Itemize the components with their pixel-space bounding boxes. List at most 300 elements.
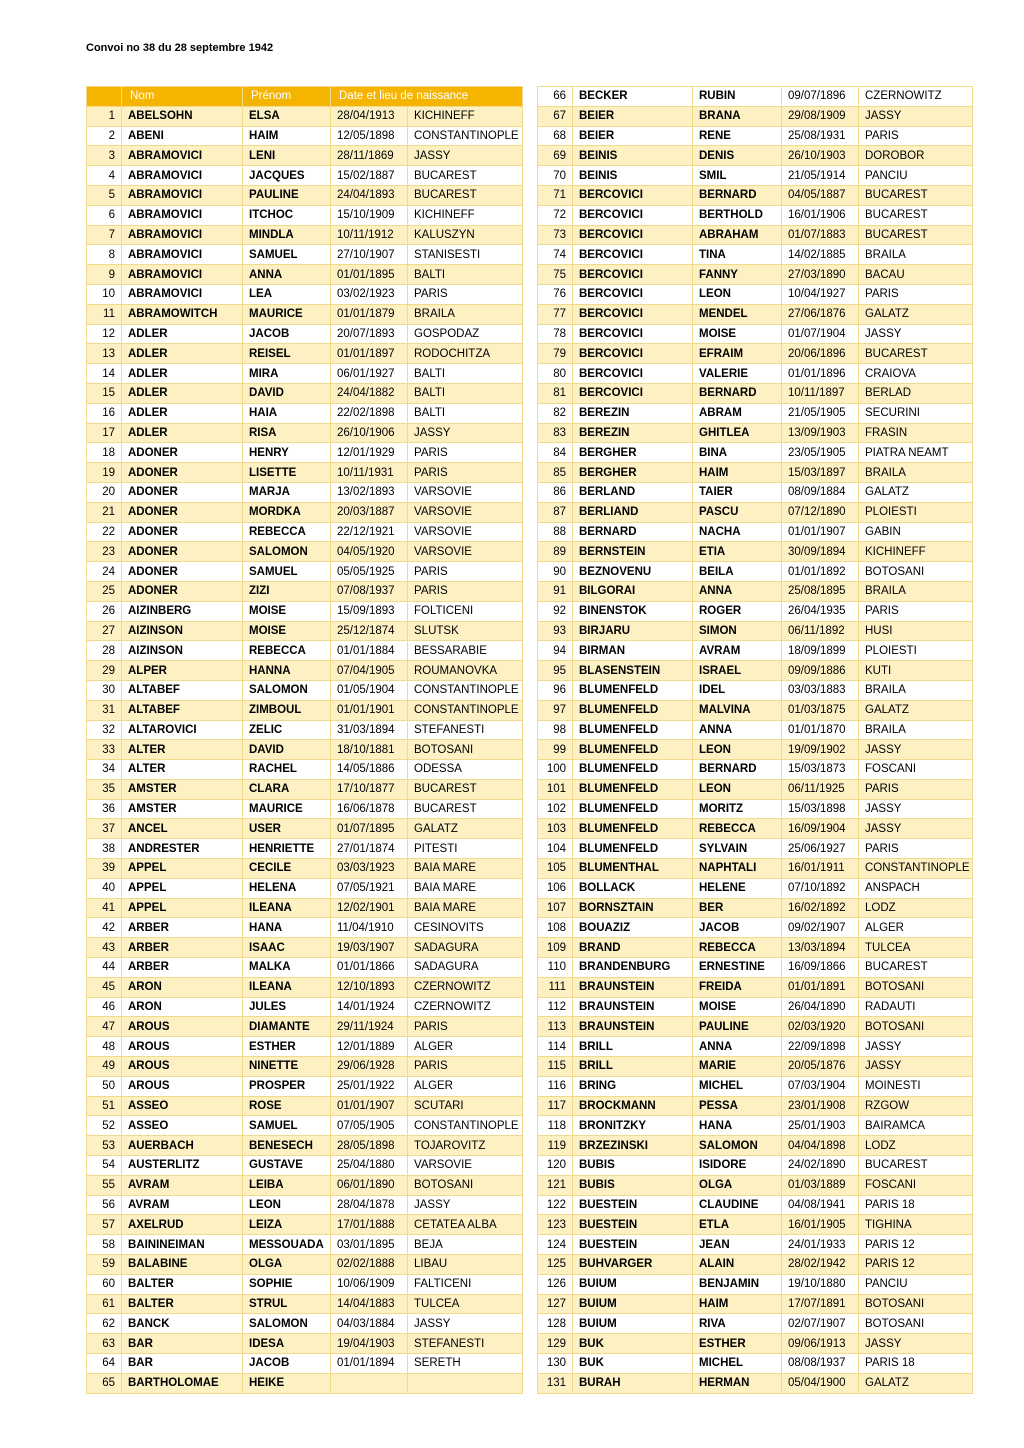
prenom-cell: MARIE xyxy=(693,1057,782,1077)
table-row xyxy=(538,601,973,621)
row-number: 24 xyxy=(87,562,122,582)
nom-cell: BERCOVICI xyxy=(573,284,693,304)
row-number: 84 xyxy=(538,443,573,463)
lieu-naissance-cell: FOSCANI xyxy=(859,1175,973,1195)
lieu-naissance-cell: ODESSA xyxy=(408,760,523,780)
prenom-cell: FANNY xyxy=(693,265,782,285)
date-naissance-cell: 20/06/1896 xyxy=(782,344,859,364)
nom-cell: ALTAROVICI xyxy=(122,720,243,740)
lieu-naissance-cell: GALATZ xyxy=(408,819,523,839)
nom-cell: BERCOVICI xyxy=(573,205,693,225)
lieu-naissance-cell: JASSY xyxy=(408,423,523,443)
date-naissance-cell: 25/08/1895 xyxy=(782,581,859,601)
row-number: 128 xyxy=(538,1314,573,1334)
lieu-naissance-cell: BALTI xyxy=(408,383,523,403)
table-row xyxy=(87,106,523,126)
lieu-naissance-cell: BUCAREST xyxy=(859,225,973,245)
lieu-naissance-cell: BUCAREST xyxy=(408,185,523,205)
prenom-cell: ISRAEL xyxy=(693,661,782,681)
nom-cell: BAININEIMAN xyxy=(122,1235,243,1255)
lieu-naissance-cell: GABIN xyxy=(859,522,973,542)
prenom-cell: DENIS xyxy=(693,146,782,166)
prenom-cell: MOISE xyxy=(693,997,782,1017)
date-naissance-cell: 04/03/1884 xyxy=(331,1314,408,1334)
prenom-cell: RUBIN xyxy=(693,87,782,107)
date-naissance-cell: 01/01/1895 xyxy=(331,265,408,285)
lieu-naissance-cell: PARIS 18 xyxy=(859,1354,973,1374)
row-number: 104 xyxy=(538,839,573,859)
lieu-naissance-cell: BACAU xyxy=(859,265,973,285)
prenom-cell: ANNA xyxy=(243,265,331,285)
prenom-cell: LISETTE xyxy=(243,463,331,483)
row-number: 120 xyxy=(538,1156,573,1176)
row-number: 76 xyxy=(538,284,573,304)
row-number: 32 xyxy=(87,720,122,740)
row-number: 88 xyxy=(538,522,573,542)
table-row xyxy=(87,1373,523,1393)
lieu-naissance-cell: BUCAREST xyxy=(859,344,973,364)
prenom-cell: AVRAM xyxy=(693,641,782,661)
date-naissance-cell: 01/07/1904 xyxy=(782,324,859,344)
lieu-naissance-cell: BERLAD xyxy=(859,383,973,403)
prenom-cell: ISAAC xyxy=(243,938,331,958)
table-row xyxy=(87,205,523,225)
nom-cell: ABRAMOVICI xyxy=(122,185,243,205)
row-number: 13 xyxy=(87,344,122,364)
lieu-naissance-cell: KALUSZYN xyxy=(408,225,523,245)
nom-cell: ABRAMOVICI xyxy=(122,284,243,304)
lieu-naissance-cell: ALGER xyxy=(859,918,973,938)
nom-cell: BRAUNSTEIN xyxy=(573,977,693,997)
table-row xyxy=(538,1195,973,1215)
nom-cell: BRAUNSTEIN xyxy=(573,997,693,1017)
lieu-naissance-cell: VARSOVIE xyxy=(408,542,523,562)
date-naissance-cell: 01/01/1879 xyxy=(331,304,408,324)
prenom-cell: SOPHIE xyxy=(243,1274,331,1294)
lieu-naissance-cell: PARIS xyxy=(859,779,973,799)
table-row xyxy=(538,799,973,819)
date-naissance-cell: 12/01/1889 xyxy=(331,1037,408,1057)
prenom-cell: LEON xyxy=(693,779,782,799)
table-row xyxy=(538,779,973,799)
lieu-naissance-cell: BOTOSANI xyxy=(859,562,973,582)
nom-cell: BUIUM xyxy=(573,1274,693,1294)
date-naissance-cell: 16/02/1892 xyxy=(782,898,859,918)
table-row xyxy=(87,740,523,760)
prenom-cell: LENI xyxy=(243,146,331,166)
nom-cell: BUBIS xyxy=(573,1156,693,1176)
nom-cell: ANCEL xyxy=(122,819,243,839)
prenom-cell: TINA xyxy=(693,245,782,265)
nom-cell: BEIER xyxy=(573,106,693,126)
row-number: 62 xyxy=(87,1314,122,1334)
prenom-cell: LEA xyxy=(243,284,331,304)
lieu-naissance-cell: LODZ xyxy=(859,1136,973,1156)
nom-cell: BUK xyxy=(573,1334,693,1354)
row-number: 81 xyxy=(538,383,573,403)
lieu-naissance-cell: SERETH xyxy=(408,1354,523,1374)
table-row xyxy=(87,522,523,542)
date-naissance-cell: 01/03/1889 xyxy=(782,1175,859,1195)
table-row xyxy=(87,997,523,1017)
table-row xyxy=(87,1294,523,1314)
lieu-naissance-cell: PARIS xyxy=(408,1057,523,1077)
date-naissance-cell: 01/03/1875 xyxy=(782,700,859,720)
table-row xyxy=(87,1354,523,1374)
prenom-cell: BERNARD xyxy=(693,760,782,780)
lieu-naissance-cell: BUCAREST xyxy=(859,1156,973,1176)
lieu-naissance-cell: BUCAREST xyxy=(408,166,523,186)
table-row xyxy=(87,344,523,364)
date-naissance-cell: 29/11/1924 xyxy=(331,1017,408,1037)
table-row xyxy=(538,1294,973,1314)
table-row xyxy=(538,463,973,483)
date-naissance-cell: 06/11/1892 xyxy=(782,621,859,641)
lieu-naissance-cell: CONSTANTINOPLE xyxy=(859,859,973,879)
lieu-naissance-cell: GOSPODAZ xyxy=(408,324,523,344)
table-row xyxy=(538,740,973,760)
nom-cell: AUSTERLITZ xyxy=(122,1156,243,1176)
nom-cell: BEIER xyxy=(573,126,693,146)
date-naissance-cell: 04/05/1920 xyxy=(331,542,408,562)
date-naissance-cell: 02/07/1907 xyxy=(782,1314,859,1334)
date-naissance-cell: 05/05/1925 xyxy=(331,562,408,582)
lieu-naissance-cell: LODZ xyxy=(859,898,973,918)
prenom-cell: SAMUEL xyxy=(243,1116,331,1136)
row-number: 60 xyxy=(87,1274,122,1294)
lieu-naissance-cell: VARSOVIE xyxy=(408,522,523,542)
row-number: 35 xyxy=(87,779,122,799)
date-naissance-cell: 01/05/1904 xyxy=(331,680,408,700)
lieu-naissance-cell: FOSCANI xyxy=(859,760,973,780)
row-number: 43 xyxy=(87,938,122,958)
table-row xyxy=(538,1096,973,1116)
table-row xyxy=(538,898,973,918)
prenom-cell: USER xyxy=(243,819,331,839)
table-row xyxy=(538,581,973,601)
prenom-cell: SMIL xyxy=(693,166,782,186)
nom-cell: BERCOVICI xyxy=(573,225,693,245)
date-naissance-cell: 01/01/1894 xyxy=(331,1354,408,1374)
table-row xyxy=(87,502,523,522)
date-naissance-cell: 09/09/1886 xyxy=(782,661,859,681)
table-row xyxy=(538,1255,973,1275)
table-row xyxy=(87,720,523,740)
nom-cell: BLUMENFELD xyxy=(573,839,693,859)
nom-cell: BECKER xyxy=(573,87,693,107)
nom-cell: ADONER xyxy=(122,502,243,522)
table-row xyxy=(87,799,523,819)
nom-cell: ABRAMOVICI xyxy=(122,166,243,186)
table-row xyxy=(87,918,523,938)
lieu-naissance-cell: BAIA MARE xyxy=(408,898,523,918)
date-naissance-cell: 28/04/1878 xyxy=(331,1195,408,1215)
lieu-naissance-cell: ANSPACH xyxy=(859,878,973,898)
table-row xyxy=(87,601,523,621)
prenom-cell: ITCHOC xyxy=(243,205,331,225)
row-number: 56 xyxy=(87,1195,122,1215)
prenom-cell: LEON xyxy=(693,284,782,304)
row-number: 98 xyxy=(538,720,573,740)
nom-cell: BLUMENFELD xyxy=(573,760,693,780)
prenom-cell: HAIA xyxy=(243,403,331,423)
lieu-naissance-cell: KUTI xyxy=(859,661,973,681)
lieu-naissance-cell xyxy=(408,1373,523,1393)
table-row xyxy=(87,1195,523,1215)
nom-cell: AUERBACH xyxy=(122,1136,243,1156)
date-naissance-cell: 01/01/1897 xyxy=(331,344,408,364)
prenom-cell: EFRAIM xyxy=(693,344,782,364)
lieu-naissance-cell: BAIA MARE xyxy=(408,859,523,879)
prenom-cell: HAIM xyxy=(693,1294,782,1314)
prenom-cell: MIRA xyxy=(243,364,331,384)
table-row xyxy=(87,1215,523,1235)
row-number: 131 xyxy=(538,1373,573,1393)
table-row xyxy=(538,482,973,502)
table-row xyxy=(87,1235,523,1255)
prenom-cell: SAMUEL xyxy=(243,562,331,582)
lieu-naissance-cell: PLOIESTI xyxy=(859,502,973,522)
prenom-cell: MOISE xyxy=(243,621,331,641)
table-row xyxy=(538,997,973,1017)
row-number: 94 xyxy=(538,641,573,661)
row-number: 16 xyxy=(87,403,122,423)
nom-cell: ABRAMOVICI xyxy=(122,225,243,245)
row-number: 10 xyxy=(87,284,122,304)
row-number: 115 xyxy=(538,1057,573,1077)
prenom-cell: CLARA xyxy=(243,779,331,799)
lieu-naissance-cell: TIGHINA xyxy=(859,1215,973,1235)
table-row xyxy=(87,166,523,186)
table-row xyxy=(87,562,523,582)
row-number: 82 xyxy=(538,403,573,423)
table-row xyxy=(538,403,973,423)
row-number: 89 xyxy=(538,542,573,562)
table-row xyxy=(87,779,523,799)
nom-cell: ADONER xyxy=(122,562,243,582)
row-number: 102 xyxy=(538,799,573,819)
date-naissance-cell: 23/01/1908 xyxy=(782,1096,859,1116)
prenom-cell: FREIDA xyxy=(693,977,782,997)
date-naissance-cell: 29/08/1909 xyxy=(782,106,859,126)
nom-cell: BROCKMANN xyxy=(573,1096,693,1116)
row-number: 113 xyxy=(538,1017,573,1037)
nom-cell: BLUMENFELD xyxy=(573,779,693,799)
prenom-cell: DAVID xyxy=(243,740,331,760)
table-row xyxy=(538,245,973,265)
table-row xyxy=(538,166,973,186)
nom-cell: ADONER xyxy=(122,482,243,502)
document-title: Convoi no 38 du 28 septembre 1942 xyxy=(86,42,274,54)
table-row xyxy=(538,977,973,997)
row-number: 31 xyxy=(87,700,122,720)
prenom-cell: BENESECH xyxy=(243,1136,331,1156)
table-row xyxy=(87,1116,523,1136)
table-row xyxy=(87,898,523,918)
lieu-naissance-cell: CONSTANTINOPLE xyxy=(408,680,523,700)
row-number: 8 xyxy=(87,245,122,265)
prenom-cell: RENE xyxy=(693,126,782,146)
nom-cell: ADONER xyxy=(122,443,243,463)
lieu-naissance-cell: JASSY xyxy=(408,1314,523,1334)
lieu-naissance-cell: SLUTSK xyxy=(408,621,523,641)
nom-cell: BOLLACK xyxy=(573,878,693,898)
date-naissance-cell: 12/05/1898 xyxy=(331,126,408,146)
lieu-naissance-cell: TULCEA xyxy=(408,1294,523,1314)
lieu-naissance-cell: VARSOVIE xyxy=(408,482,523,502)
lieu-naissance-cell: STANISESTI xyxy=(408,245,523,265)
row-number: 103 xyxy=(538,819,573,839)
nom-cell: ABELSOHN xyxy=(122,106,243,126)
row-number: 11 xyxy=(87,304,122,324)
table-row xyxy=(538,1235,973,1255)
nom-cell: ALTABEF xyxy=(122,700,243,720)
prenom-cell: REBECCA xyxy=(243,641,331,661)
prenom-cell: PESSA xyxy=(693,1096,782,1116)
nom-cell: ADONER xyxy=(122,542,243,562)
lieu-naissance-cell: BRAILA xyxy=(859,680,973,700)
row-number: 7 xyxy=(87,225,122,245)
date-naissance-cell: 27/03/1890 xyxy=(782,265,859,285)
table-row xyxy=(538,502,973,522)
prenom-cell: HANA xyxy=(693,1116,782,1136)
nom-cell: BRANDENBURG xyxy=(573,958,693,978)
date-naissance-cell: 11/04/1910 xyxy=(331,918,408,938)
nom-cell: BRZEZINSKI xyxy=(573,1136,693,1156)
table-row xyxy=(538,1175,973,1195)
lieu-naissance-cell: JASSY xyxy=(408,1195,523,1215)
row-number: 93 xyxy=(538,621,573,641)
table-row xyxy=(538,383,973,403)
nom-cell: ANDRESTER xyxy=(122,839,243,859)
nom-cell: ABRAMOWITCH xyxy=(122,304,243,324)
row-number: 75 xyxy=(538,265,573,285)
table-row xyxy=(538,423,973,443)
row-number: 50 xyxy=(87,1076,122,1096)
table-row xyxy=(87,304,523,324)
nom-cell: BRAUNSTEIN xyxy=(573,1017,693,1037)
date-naissance-cell: 04/08/1941 xyxy=(782,1195,859,1215)
nom-cell: BALTER xyxy=(122,1294,243,1314)
lieu-naissance-cell: CZERNOWITZ xyxy=(408,977,523,997)
row-number: 107 xyxy=(538,898,573,918)
lieu-naissance-cell: SCUTARI xyxy=(408,1096,523,1116)
date-naissance-cell: 24/02/1890 xyxy=(782,1156,859,1176)
row-number: 117 xyxy=(538,1096,573,1116)
lieu-naissance-cell: JASSY xyxy=(859,740,973,760)
nom-cell: ADLER xyxy=(122,324,243,344)
prenom-cell: HERMAN xyxy=(693,1373,782,1393)
date-naissance-cell: 28/04/1913 xyxy=(331,106,408,126)
prenom-cell: SALOMON xyxy=(243,542,331,562)
prenom-cell: REBECCA xyxy=(693,938,782,958)
prenom-cell: JACOB xyxy=(243,324,331,344)
date-naissance-cell: 17/07/1891 xyxy=(782,1294,859,1314)
row-number: 4 xyxy=(87,166,122,186)
row-number: 45 xyxy=(87,977,122,997)
lieu-naissance-cell: DOROBOR xyxy=(859,146,973,166)
prenom-cell: MALVINA xyxy=(693,700,782,720)
lieu-naissance-cell: PARIS xyxy=(859,601,973,621)
nom-cell: BERCOVICI xyxy=(573,265,693,285)
date-naissance-cell: 25/12/1874 xyxy=(331,621,408,641)
prenom-cell: ETIA xyxy=(693,542,782,562)
row-number: 111 xyxy=(538,977,573,997)
date-naissance-cell: 03/03/1883 xyxy=(782,680,859,700)
date-naissance-cell: 01/01/1892 xyxy=(782,562,859,582)
prenom-cell: JULES xyxy=(243,997,331,1017)
table-row xyxy=(87,1136,523,1156)
table-row xyxy=(87,463,523,483)
lieu-naissance-cell: CZERNOWITZ xyxy=(859,87,973,107)
date-naissance-cell: 15/03/1898 xyxy=(782,799,859,819)
nom-cell: BLASENSTEIN xyxy=(573,661,693,681)
table-row xyxy=(538,87,973,107)
nom-cell: BEREZIN xyxy=(573,403,693,423)
nom-cell: BRILL xyxy=(573,1037,693,1057)
lieu-naissance-cell: BOTOSANI xyxy=(408,740,523,760)
lieu-naissance-cell: BUCAREST xyxy=(859,205,973,225)
lieu-naissance-cell: BOTOSANI xyxy=(859,1314,973,1334)
lieu-naissance-cell: ALGER xyxy=(408,1076,523,1096)
prenom-cell: LEON xyxy=(693,740,782,760)
nom-cell: BERCOVICI xyxy=(573,304,693,324)
prenom-cell: ABRAHAM xyxy=(693,225,782,245)
lieu-naissance-cell: SADAGURA xyxy=(408,938,523,958)
date-naissance-cell: 07/12/1890 xyxy=(782,502,859,522)
date-naissance-cell: 28/02/1942 xyxy=(782,1255,859,1275)
lieu-naissance-cell: BALTI xyxy=(408,403,523,423)
lieu-naissance-cell: VARSOVIE xyxy=(408,1156,523,1176)
date-naissance-cell: 18/09/1899 xyxy=(782,641,859,661)
lieu-naissance-cell: PARIS xyxy=(408,1017,523,1037)
lieu-naissance-cell: BRAILA xyxy=(408,304,523,324)
prenom-cell: BERTHOLD xyxy=(693,205,782,225)
table-row xyxy=(87,482,523,502)
lieu-naissance-cell: KICHINEFF xyxy=(859,542,973,562)
nom-cell: AXELRUD xyxy=(122,1215,243,1235)
table-row xyxy=(87,265,523,285)
nom-cell: BUESTEIN xyxy=(573,1195,693,1215)
nom-cell: BUBIS xyxy=(573,1175,693,1195)
row-number: 12 xyxy=(87,324,122,344)
prenom-cell: ILEANA xyxy=(243,898,331,918)
nom-cell: BRING xyxy=(573,1076,693,1096)
lieu-naissance-cell: PIATRA NEAMT xyxy=(859,443,973,463)
nom-cell: ABRAMOVICI xyxy=(122,205,243,225)
row-number: 52 xyxy=(87,1116,122,1136)
prenom-cell: OLGA xyxy=(243,1255,331,1275)
nom-cell: ARON xyxy=(122,977,243,997)
table-row xyxy=(87,680,523,700)
lieu-naissance-cell: STEFANESTI xyxy=(408,1334,523,1354)
row-number: 38 xyxy=(87,839,122,859)
date-naissance-cell: 04/04/1898 xyxy=(782,1136,859,1156)
table-row xyxy=(538,106,973,126)
prenom-cell: ESTHER xyxy=(243,1037,331,1057)
row-number: 17 xyxy=(87,423,122,443)
nom-cell: AMSTER xyxy=(122,799,243,819)
table-row xyxy=(87,1274,523,1294)
prenom-cell: IDESA xyxy=(243,1334,331,1354)
row-number: 54 xyxy=(87,1156,122,1176)
lieu-naissance-cell: PARIS xyxy=(859,284,973,304)
row-number: 105 xyxy=(538,859,573,879)
row-number: 42 xyxy=(87,918,122,938)
date-naissance-cell: 04/05/1887 xyxy=(782,185,859,205)
row-number: 99 xyxy=(538,740,573,760)
date-naissance-cell: 01/01/1866 xyxy=(331,958,408,978)
